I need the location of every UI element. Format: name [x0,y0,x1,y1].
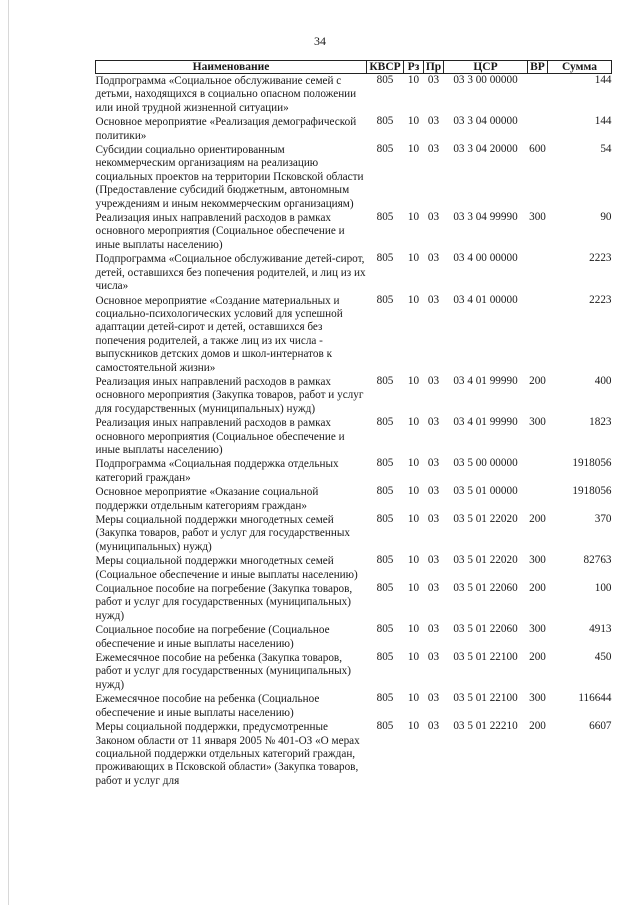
table-row [96,143,612,211]
row-csr: 03 3 00 00000 [453,74,518,86]
row-sum: 90 [600,211,612,224]
row-vr [528,457,548,485]
row-vr: 300 [529,211,546,224]
row-kvsr: 805 [376,582,394,595]
row-pr: 03 [427,416,440,429]
row-name: Меры социальной поддержки, предусмотренные Законом области от 11 января 2005 № 401-ОЗ «О мерах социальной поддержки отдельных категорий граждан, проживающих в Псковской области» (Закупка товаров, работ и услуг для [95,721,360,787]
header-kvsr: КВСР [367,61,404,74]
row-kvsr: 805 [376,416,394,429]
row-name: Реализация иных направлений расходов в рамках основного мероприятия (Закупка товаров, работ и услуг для государственных (муниципальных) нужд) [95,375,364,415]
row-sum: 1918056 [572,485,612,498]
row-csr: 03 5 01 22020 [453,513,518,525]
row-csr: 03 5 01 00000 [453,485,518,498]
row-csr: 03 4 01 00000 [453,293,518,306]
row-vr: 300 [529,554,546,567]
row-csr: 03 5 01 22210 [453,720,518,733]
table-row [96,623,612,651]
row-sum: 6607 [589,720,612,733]
row-name: Ежемесячное пособие на ребенка (Социальное обеспечение и иные выплаты населению) [95,693,320,719]
row-kvsr: 805 [376,252,394,265]
row-sum: 1823 [589,416,612,429]
row-rz: 10 [407,416,420,429]
row-name: Ежемесячное пособие на ребенка (Закупка товаров, работ и услуг для государственных (муниципальных) нужд) [95,652,351,691]
row-pr: 03 [427,211,440,224]
table-body [96,74,612,789]
row-vr [528,74,548,116]
row-kvsr: 805 [376,211,394,224]
row-rz: 10 [407,143,420,156]
row-kvsr: 805 [376,720,394,733]
row-vr [528,252,548,293]
row-kvsr: 805 [376,374,394,387]
row-csr: 03 3 04 20000 [453,143,518,156]
row-name: Основное мероприятие «Реализация демографической политики» [95,116,357,142]
header-vr: ВР [528,61,548,74]
row-sum: 450 [594,651,612,664]
row-pr: 03 [427,513,440,525]
row-csr: 03 3 04 00000 [453,115,518,128]
row-name: Реализация иных направлений расходов в рамках основного мероприятия (Социальное обеспечение и иные выплаты населению) [95,417,345,456]
row-sum: 1918056 [572,457,612,470]
row-csr: 03 5 01 22100 [453,692,518,705]
row-rz: 10 [407,374,420,387]
row-name: Социальное пособие на погребение (Социальное обеспечение и иные выплаты населению) [95,624,330,650]
row-pr: 03 [427,554,440,567]
row-name: Социальное пособие на погребение (Закупка товаров, работ и услуг для государственных (муниципальных) нужд) [95,583,353,622]
row-kvsr: 805 [376,115,394,128]
table-row [96,651,612,692]
row-sum: 82763 [583,554,612,567]
row-rz: 10 [407,252,420,265]
row-sum: 4913 [589,623,612,636]
row-rz: 10 [407,485,420,498]
row-vr: 200 [529,720,546,733]
row-rz: 10 [407,720,420,733]
table-row [96,554,612,582]
row-pr: 03 [427,485,440,498]
table-row [96,74,612,116]
row-rz: 10 [407,623,420,636]
row-vr: 200 [529,513,546,525]
table-row [96,582,612,623]
row-rz: 10 [407,74,420,86]
table-row [96,294,612,375]
row-rz: 10 [407,293,420,306]
row-sum: 144 [594,115,612,128]
row-kvsr: 805 [376,651,394,664]
row-sum: 370 [594,513,612,525]
row-vr: 200 [529,651,546,664]
row-pr: 03 [427,720,440,733]
row-rz: 10 [407,457,420,470]
row-vr: 600 [529,143,546,156]
row-csr: 03 5 01 22060 [453,582,518,595]
row-kvsr: 805 [376,457,394,470]
header-name: Наименование [96,61,367,74]
row-name: Подпрограмма «Социальное обслуживание семей с детьми, находящихся в социально опасном положении или иной трудной жизненной ситуации» [95,75,357,114]
row-name: Субсидии социально ориентированным некоммерческим организациям на реализацию социальных проектов на территории Псковской области (Предоставление субсидий бюджетным, автономным учреждениям и иным некоммерческим организациям) [95,144,364,210]
row-pr: 03 [427,252,440,265]
row-kvsr: 805 [376,623,394,636]
row-name: Подпрограмма «Социальная поддержка отдельных категорий граждан» [95,458,339,484]
page-number: 34 [314,34,326,48]
row-vr: 200 [529,374,546,387]
row-pr: 03 [427,293,440,306]
row-rz: 10 [407,211,420,224]
table-row [96,375,612,416]
row-kvsr: 805 [376,513,394,525]
row-sum: 2223 [589,252,612,265]
table-row [96,252,612,293]
row-vr [528,485,548,513]
table-row [96,513,612,554]
header-csr: ЦСР [444,61,528,74]
row-kvsr: 805 [376,293,394,306]
row-csr: 03 4 01 99990 [453,416,518,429]
row-name: Основное мероприятие «Оказание социальной поддержки отдельным категориям граждан» [95,486,319,512]
table-row [96,692,612,720]
row-vr [528,294,548,375]
row-csr: 03 5 01 22060 [453,623,518,636]
row-kvsr: 805 [376,692,394,705]
row-vr: 300 [529,623,546,636]
row-kvsr: 805 [376,554,394,567]
row-rz: 10 [407,115,420,128]
row-csr: 03 5 00 00000 [453,457,518,470]
table-row [96,485,612,513]
table-row [96,457,612,485]
table-row [96,416,612,457]
row-name: Реализация иных направлений расходов в рамках основного мероприятия (Социальное обеспечение и иные выплаты населению) [95,212,345,251]
row-pr: 03 [427,582,440,595]
table-row [96,720,612,788]
row-csr: 03 4 00 00000 [453,252,518,265]
row-pr: 03 [427,623,440,636]
row-vr: 200 [529,582,546,595]
row-kvsr: 805 [376,485,394,498]
budget-table [95,60,612,788]
row-csr: 03 4 01 99990 [453,374,518,387]
row-name: Основное мероприятие «Создание материальных и социально-психологических условий для успешной адаптации детей-сирот и детей, оставшихся без попечения родителей, а также лиц из их числа - выпускников детских домов и школ-интернатов к самостоятельной жизни» [95,294,343,374]
row-sum: 100 [594,582,612,595]
row-vr: 300 [529,416,546,429]
table-row [96,211,612,252]
row-rz: 10 [407,513,420,525]
row-sum: 2223 [589,293,612,306]
row-kvsr: 805 [376,74,394,86]
row-sum: 116644 [578,692,612,705]
row-vr [528,115,548,143]
row-sum: 144 [594,74,612,86]
row-pr: 03 [427,374,440,387]
row-name: Подпрограмма «Социальное обслуживание детей-сирот, детей, оставшихся без попечения родителей, и лиц из их числа» [95,253,366,293]
row-csr: 03 5 01 22020 [453,554,518,567]
header-rz: Рз [404,61,424,74]
row-vr: 300 [529,692,546,705]
header-sum: Сумма [548,61,612,74]
row-sum: 400 [594,374,612,387]
row-sum: 54 [600,143,612,156]
row-pr: 03 [427,143,440,156]
row-rz: 10 [407,582,420,595]
row-name: Меры социальной поддержки многодетных семей (Закупка товаров, работ и услуг для государственных (муниципальных) нужд) [95,514,350,553]
row-pr: 03 [427,115,440,128]
scan-margin-line [8,0,9,905]
row-csr: 03 3 04 99990 [453,211,518,224]
table-row [96,115,612,143]
row-pr: 03 [427,651,440,664]
table-header [96,61,612,74]
header-pr: Пр [424,61,444,74]
row-kvsr: 805 [376,143,394,156]
row-rz: 10 [407,692,420,705]
row-name: Меры социальной поддержки многодетных семей (Социальное обеспечение и иные выплаты населению) [95,555,358,581]
row-csr: 03 5 01 22100 [453,651,518,664]
row-pr: 03 [427,692,440,705]
row-pr: 03 [427,74,440,86]
row-rz: 10 [407,554,420,567]
row-pr: 03 [427,457,440,470]
row-rz: 10 [407,651,420,664]
